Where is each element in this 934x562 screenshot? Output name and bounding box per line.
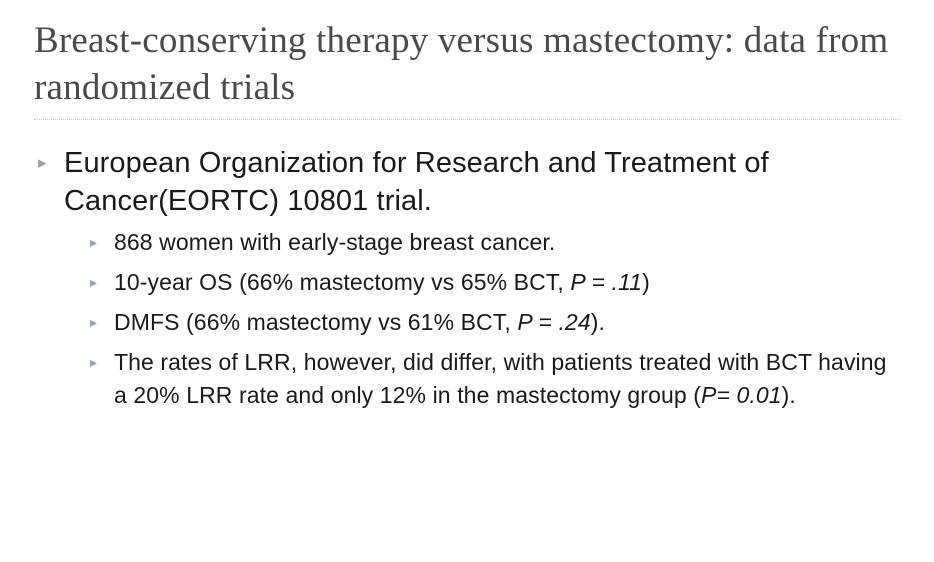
triangle-bullet-icon: ▸ bbox=[90, 314, 98, 331]
bullet-item-level1 bbox=[34, 144, 900, 220]
bullet-item-level1-label: European Organization for Research and Treatment of Cancer(EORTC) 10801 trial. bbox=[64, 147, 769, 218]
list-item bbox=[90, 346, 900, 412]
list-item-label: 868 women with early-stage breast cancer. bbox=[114, 229, 556, 256]
list-item-label: DMFS (66% mastectomy vs 61% BCT, P = .24). bbox=[114, 309, 605, 336]
list-item bbox=[90, 226, 900, 259]
sub-bullet-list bbox=[90, 226, 900, 412]
triangle-bullet-icon: ▸ bbox=[90, 274, 98, 291]
list-item-label: 10-year OS (66% mastectomy vs 65% BCT, P = .11) bbox=[114, 269, 650, 296]
page-title: Breast-conserving therapy versus mastectomy: data from randomized trials bbox=[34, 18, 900, 120]
slide-body bbox=[34, 126, 900, 412]
triangle-bullet-icon: ▸ bbox=[90, 354, 98, 371]
list-item bbox=[90, 306, 900, 339]
triangle-bullet-icon: ▸ bbox=[38, 153, 47, 173]
triangle-bullet-icon: ▸ bbox=[90, 234, 98, 251]
list-item-label: The rates of LRR, however, did differ, with patients treated with BCT having a 20% LRR rate and only 12% in the mastectomy group (P= 0.01). bbox=[114, 349, 887, 409]
list-item bbox=[90, 266, 900, 299]
